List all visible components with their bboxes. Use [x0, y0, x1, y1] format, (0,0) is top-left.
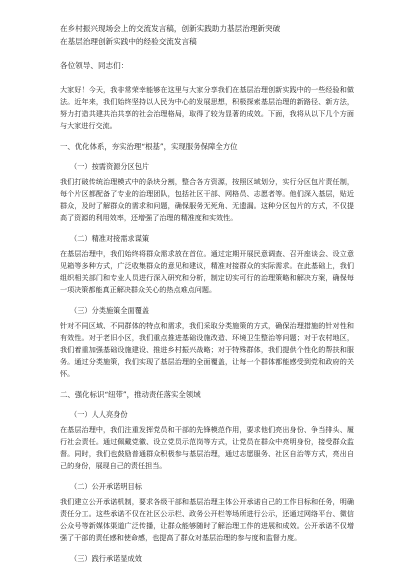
salutation: 各位领导、同志们：: [60, 61, 129, 70]
section-1-sub-1-title: （一）按需资源分区包片: [70, 162, 150, 171]
title-line-1: 在乡村振兴现场会上的交流发言稿，创新实践助力基层治理新突破: [60, 24, 281, 33]
title-line-2: 在基层治理创新实践中的经验交流发言稿: [60, 37, 197, 46]
section-2: [60, 389, 354, 565]
intro-paragraph: 大家好！今天，我非常荣幸能够在这里与大家分享我们在基层治理创新实践中的一些经验和做法。近年来，我们始终坚持以人民为中心的发展思想，积极探索基层治理的新路径、新方法，努力打造共建共治共享的社会治理格局，取得了较为显著的成效。下面，我将从以下几个方面与大家进行交流。: [60, 85, 354, 130]
section-1-sub-3-text: 针对不同区域、不同群体的特点和需求，我们采取分类施策的方式，确保治理措施的针对性和有效性。对于老旧小区，我们重点推进基础设施改造、环境卫生整治等问题；对于农村地区，我们着重加强基础设施建设、推进乡村振兴战略；对于特殊群体，我们提供个性化的帮扶和服务。通过分类施策，我们实现了基层治理的全面覆盖，让每一个群体都能感受到党和政府的关怀。: [60, 321, 354, 378]
section-2-sub-3-title: （三）践行承诺显成效: [70, 554, 142, 563]
section-1-heading: 一、优化体系，夯实治理“根基”，实现服务保障全方位: [60, 142, 238, 151]
section-1: [60, 141, 354, 380]
section-1-sub-2-title: （二）精准对接需求谋策: [70, 234, 150, 243]
section-1-sub-1-text: 我们打破传统治理模式中的条块分割，整合各方资源，按照区域划分，实行分区包片责任制，每个片区都配备了专业的治理团队，包括社区干部、网格员、志愿者等。他们深入基层，贴近群众，及时了解群众的需求和问题，确保服务无死角、无遗漏。这种分区包片的方式，不仅提高了资源的利用效率，还增强了治理的精准度和实效性。: [60, 177, 354, 222]
section-1-sub-3-title: （三）分类施策全面覆盖: [70, 306, 150, 315]
section-2-sub-2-text: 我们建立公开承诺机制，要求各级干部和基层治理主体公开承诺自己的工作目标和任务，明确责任分工。这些承诺不仅在社区公示栏、政务公开栏等场所进行公示，还通过网络平台、微信公众号等新媒体渠道广泛传播，让群众能够随时了解治理工作的进展和成效。公开承诺不仅增强了干部的责任感和使命感，也提高了群众对基层治理的参与度和监督力度。: [60, 497, 354, 542]
section-1-sub-2-text: 在基层治理中，我们始终将群众需求放在首位。通过定期开展民意调查、召开座谈会、设立意见箱等多种方式，广泛收集群众的意见和建议，精准对接群众的实际需求。在此基础上，我们组织相关部门和专业人员进行深入研究和分析，制定切实可行的治理策略和解决方案，确保每一项决策都能真正解决群众关心的热点难点问题。: [60, 249, 354, 294]
section-2-sub-1-text: 在基层治理中，我们注重发挥党员和干部的先锋模范作用，要求他们亮出身份、争当排头、履行社会责任。通过佩戴党徽、设立党员示范岗等方式，让党员在群众中亮明身份，接受群众监督。同时，我们也鼓励普通群众积极参与基层治理，通过志愿服务、社区自治等方式，亮出自己的身份，展现自己的责任担当。: [60, 425, 354, 470]
section-2-heading: 二、强化标识“纽带”，推动责任落实全领域: [60, 390, 201, 399]
section-2-sub-1-title: （一）人人亮身份: [70, 410, 128, 419]
title-block: [60, 22, 354, 48]
section-2-sub-2-title: （二）公开承诺明目标: [70, 482, 142, 491]
